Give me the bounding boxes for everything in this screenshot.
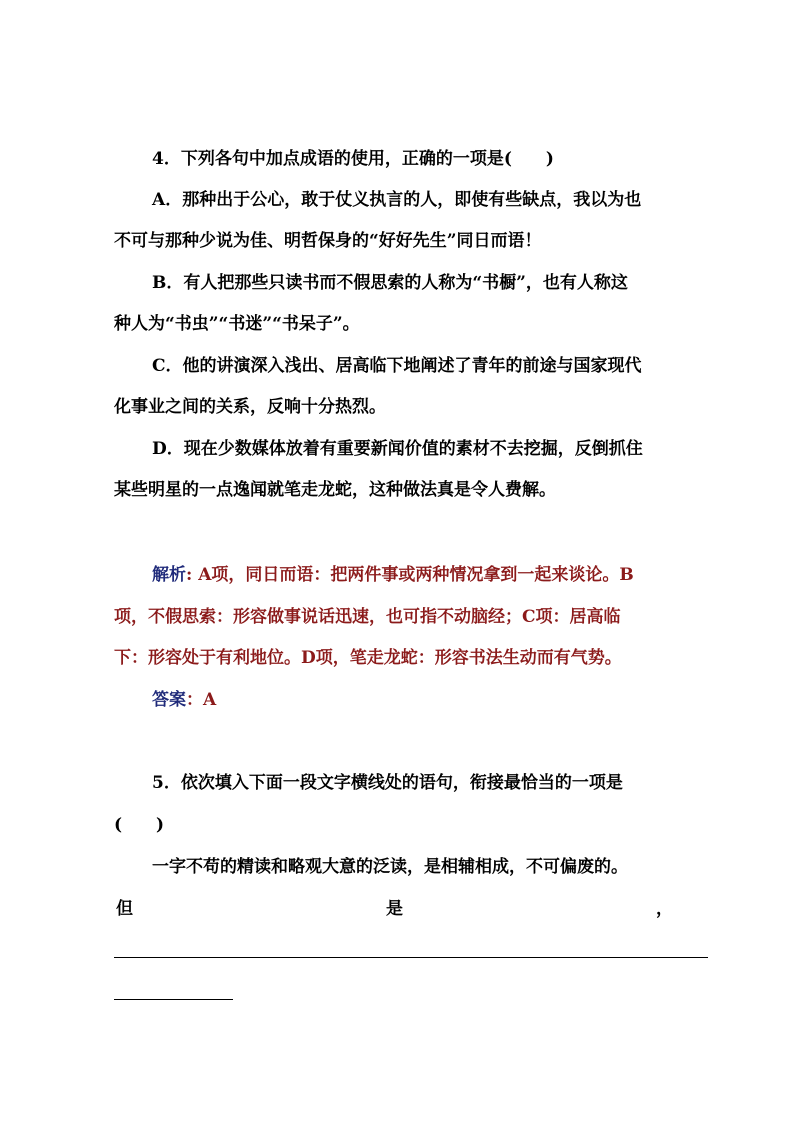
passage-word-but: 但 [116,899,133,919]
analysis-text-1: : A项，同日而语：把两件事或两种情况拿到一起来谈论。B [186,565,634,585]
option-a-line-2: 不可与那种少说为佳、明哲保身的“好好先生”同日而语！ [114,231,542,251]
question-5-stem-line-2: ( ) [114,815,165,835]
answer-label: 答案 [152,690,186,710]
option-b-line-1: B．有人把那些只读书而不假思索的人称为“书橱”，也有人称这 [152,273,628,293]
blank-line-2 [114,999,233,1000]
question-4-stem: 4．下列各句中加点成语的使用，正确的一项是( ) [152,149,554,169]
analysis-line-3: 下：形容处于有利地位。D项，笔走龙蛇：形容书法生动而有气势。 [114,648,622,668]
option-c-line-1: C．他的讲演深入浅出、居高临下地阐述了青年的前途与国家现代 [152,356,642,376]
analysis-label: 解析 [152,565,186,585]
passage-word-is: 是 [386,899,403,919]
analysis-line-2: 项，不假思索：形容做事说话迅速，也可指不动脑经；C项：居高临 [114,607,621,627]
passage-comma: ， [656,899,673,919]
analysis-line-1 [152,563,634,587]
option-b-line-2: 种人为“书虫”“书迷”“书呆子”。 [114,314,360,334]
answer-line [152,688,216,712]
option-d-line-1: D．现在少数媒体放着有重要新闻价值的素材不去挖掘，反倒抓住 [152,439,643,459]
option-a-line-1: A．那种出于公心，敢于仗义执言的人，即使有些缺点，我以为也 [152,190,642,210]
blank-line-1 [114,957,708,958]
answer-value: ：A [186,690,217,710]
option-c-line-2: 化事业之间的关系，反响十分热烈。 [114,397,386,417]
option-d-line-2: 某些明星的一点逸闻就笔走龙蛇，这种做法真是令人费解。 [114,480,556,500]
passage-line-2 [116,897,673,921]
passage-line-1: 一字不苟的精读和略观大意的泛读，是相辅相成，不可偏废的。 [152,857,628,877]
question-5-stem-line-1: 5．依次填入下面一段文字横线处的语句，衔接最恰当的一项是 [152,773,623,793]
